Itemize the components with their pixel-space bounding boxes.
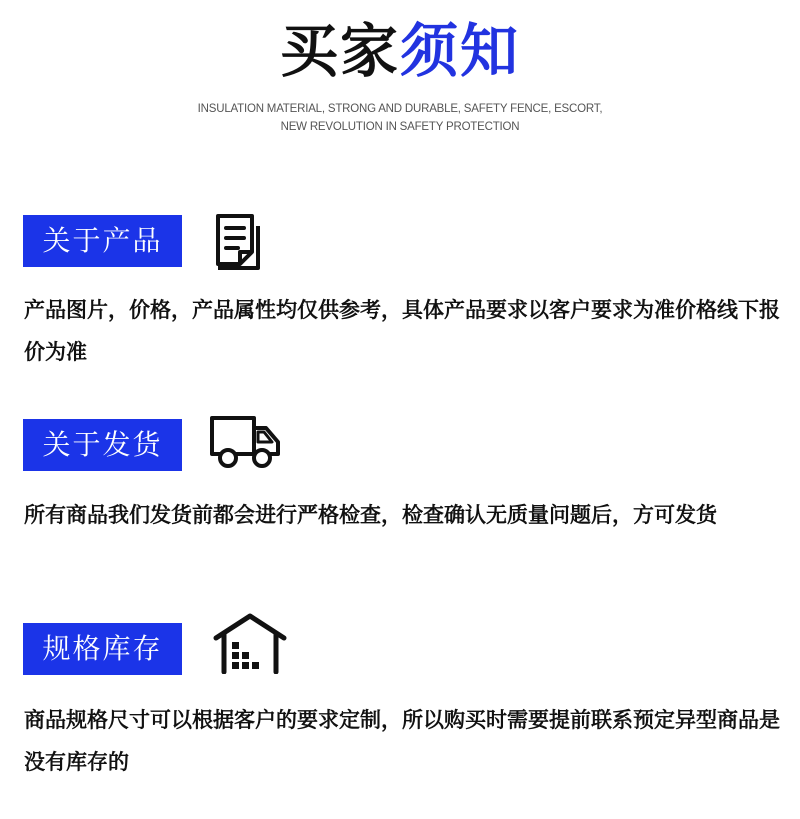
section-text-stock: 商品规格尺寸可以根据客户的要求定制，所以购买时需要提前联系预定异型商品是没有库存的 (24, 708, 780, 774)
page-title (0, 18, 800, 84)
section-label-product: 关于产品 (23, 215, 182, 267)
section-text-shipping: 所有商品我们发货前都会进行严格检查，检查确认无质量问题后，方可发货 (24, 503, 717, 527)
subtitle-line-1: INSULATION MATERIAL, STRONG AND DURABLE, SAFETY FENCE, ESCORT, (197, 103, 603, 115)
page-title-highlight: 须知 (400, 17, 521, 85)
section-label-stock: 规格库存 (23, 623, 182, 675)
page-title-main: 买家 (279, 17, 400, 85)
truck-icon (206, 412, 282, 476)
section-text-product: 产品图片，价格，产品属性均仅供参考，具体产品要求以客户要求为准价格线下报价为准 (24, 298, 780, 364)
section-label-shipping: 关于发货 (23, 419, 182, 471)
subtitle-line-2: NEW REVOLUTION IN SAFETY PROTECTION (280, 121, 520, 133)
warehouse-icon (210, 610, 290, 678)
page-subtitle (0, 100, 800, 136)
document-icon (208, 212, 270, 280)
